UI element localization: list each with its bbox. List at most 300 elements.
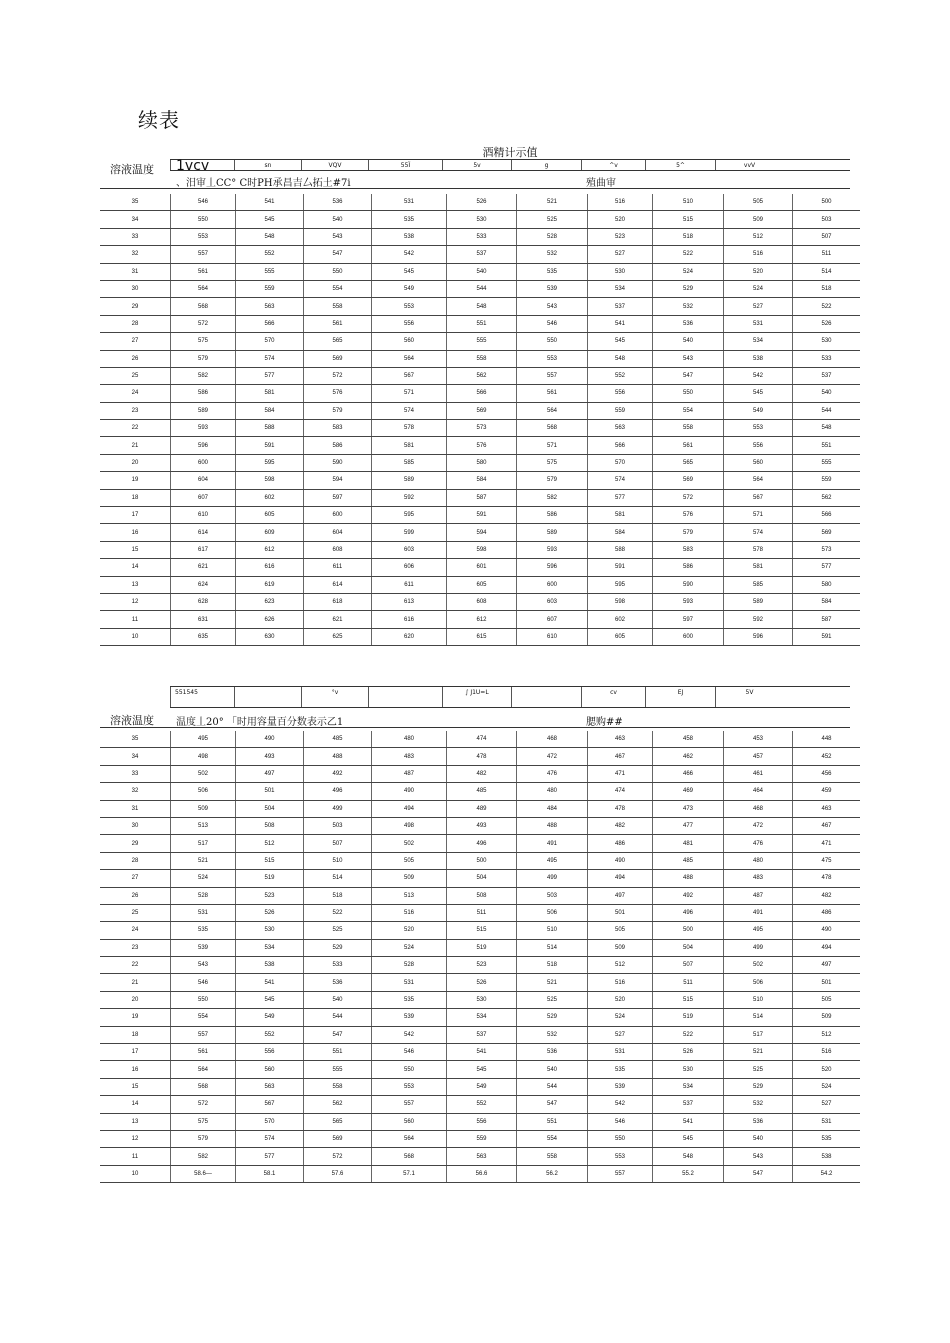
value-cell: 596 (171, 437, 236, 454)
value-cell: 563 (236, 1078, 304, 1095)
value-cell: 591 (793, 628, 861, 645)
value-cell: 485 (447, 783, 517, 800)
value-cell: 493 (236, 748, 304, 765)
value-cell: 540 (724, 1130, 793, 1147)
value-cell: 579 (171, 1130, 236, 1147)
table-1-block (100, 144, 850, 684)
temperature-cell: 18 (100, 1026, 171, 1043)
value-cell: 480 (372, 731, 447, 748)
temperature-cell: 26 (100, 350, 171, 367)
value-cell: 565 (653, 454, 724, 471)
value-cell: 58.1 (236, 1165, 304, 1182)
value-cell: 586 (304, 437, 372, 454)
value-cell: 544 (793, 402, 861, 419)
value-cell: 475 (793, 852, 861, 869)
table-row (100, 263, 860, 280)
value-cell: 584 (588, 524, 653, 541)
value-cell: 587 (793, 611, 861, 628)
value-cell: 527 (793, 1096, 861, 1113)
value-cell: 541 (236, 974, 304, 991)
value-cell: 581 (724, 559, 793, 576)
value-cell: 582 (171, 1148, 236, 1165)
value-cell: 526 (447, 974, 517, 991)
value-cell: 557 (588, 1165, 653, 1182)
temperature-cell: 12 (100, 593, 171, 610)
table-row (100, 437, 860, 454)
table-row (100, 904, 860, 921)
value-cell: 542 (372, 1026, 447, 1043)
temperature-cell: 22 (100, 957, 171, 974)
value-cell: 598 (236, 472, 304, 489)
value-cell: 504 (447, 870, 517, 887)
value-cell: 522 (653, 246, 724, 263)
table-2-caption-left: 温度丄20° 「时用容量百分数表示乙1 (176, 717, 344, 728)
header-cell: ∫ J1U=L (442, 687, 511, 707)
value-cell: 483 (724, 870, 793, 887)
value-cell: 453 (724, 731, 793, 748)
table-row (100, 367, 860, 384)
value-cell: 546 (171, 194, 236, 211)
value-cell: 586 (171, 385, 236, 402)
value-cell: 588 (588, 541, 653, 558)
value-cell: 540 (447, 263, 517, 280)
value-cell: 569 (304, 1130, 372, 1147)
value-cell: 554 (304, 280, 372, 297)
value-cell: 456 (793, 765, 861, 782)
value-cell: 522 (793, 298, 861, 315)
value-cell: 473 (653, 800, 724, 817)
header-cell: ^v (581, 160, 645, 170)
table-row (100, 507, 860, 524)
temperature-cell: 35 (100, 194, 171, 211)
value-cell: 472 (724, 817, 793, 834)
temperature-cell: 35 (100, 731, 171, 748)
value-cell: 577 (588, 489, 653, 506)
temperature-cell: 16 (100, 524, 171, 541)
value-cell: 546 (588, 1113, 653, 1130)
value-cell: 541 (588, 315, 653, 332)
value-cell: 539 (588, 1078, 653, 1095)
value-cell: 466 (653, 765, 724, 782)
value-cell: 515 (653, 991, 724, 1008)
value-cell: 557 (171, 1026, 236, 1043)
value-cell: 560 (236, 1061, 304, 1078)
value-cell: 540 (793, 385, 861, 402)
value-cell: 468 (724, 800, 793, 817)
temperature-cell: 24 (100, 922, 171, 939)
value-cell: 550 (588, 1130, 653, 1147)
value-cell: 635 (171, 628, 236, 645)
value-cell: 546 (372, 1044, 447, 1061)
table-row (100, 887, 860, 904)
table-1-header-row (170, 159, 850, 171)
value-cell: 468 (517, 731, 588, 748)
value-cell: 504 (236, 800, 304, 817)
value-cell: 577 (236, 1148, 304, 1165)
value-cell: 558 (517, 1148, 588, 1165)
value-cell: 537 (588, 298, 653, 315)
value-cell: 545 (236, 991, 304, 1008)
value-cell: 510 (724, 991, 793, 1008)
value-cell: 530 (447, 991, 517, 1008)
value-cell: 536 (724, 1113, 793, 1130)
value-cell: 497 (793, 957, 861, 974)
temperature-cell: 16 (100, 1061, 171, 1078)
value-cell: 507 (653, 957, 724, 974)
value-cell: 494 (588, 870, 653, 887)
value-cell: 472 (517, 748, 588, 765)
value-cell: 521 (517, 974, 588, 991)
temperature-cell: 28 (100, 852, 171, 869)
table-1-caption-right: 殖曲审 (586, 178, 616, 189)
table-row (100, 333, 860, 350)
value-cell: 612 (236, 541, 304, 558)
value-cell: 545 (372, 263, 447, 280)
temperature-cell: 30 (100, 280, 171, 297)
value-cell: 56.2 (517, 1165, 588, 1182)
value-cell: 505 (372, 852, 447, 869)
table-row (100, 593, 860, 610)
value-cell: 481 (653, 835, 724, 852)
header-cell: 5V (715, 687, 783, 707)
value-cell: 486 (793, 904, 861, 921)
value-cell: 464 (724, 783, 793, 800)
value-cell: 520 (793, 1061, 861, 1078)
table-row (100, 1113, 860, 1130)
value-cell: 572 (171, 1096, 236, 1113)
value-cell: 548 (236, 228, 304, 245)
value-cell: 555 (447, 333, 517, 350)
value-cell: 516 (724, 246, 793, 263)
value-cell: 609 (236, 524, 304, 541)
temperature-cell: 18 (100, 489, 171, 506)
value-cell: 518 (653, 228, 724, 245)
value-cell: 621 (171, 559, 236, 576)
value-cell: 594 (304, 472, 372, 489)
value-cell: 512 (724, 228, 793, 245)
value-cell: 524 (588, 1009, 653, 1026)
value-cell: 532 (724, 1096, 793, 1113)
value-cell: 494 (372, 800, 447, 817)
value-cell: 527 (724, 298, 793, 315)
header-cell: cv (581, 687, 645, 707)
temperature-cell: 21 (100, 974, 171, 991)
temperature-cell: 15 (100, 1078, 171, 1095)
value-cell: 56.6 (447, 1165, 517, 1182)
table-2-caption-right: 腮购## (586, 717, 623, 728)
value-cell: 630 (236, 628, 304, 645)
value-cell: 605 (588, 628, 653, 645)
value-cell: 529 (517, 1009, 588, 1026)
value-cell: 476 (517, 765, 588, 782)
value-cell: 534 (447, 1009, 517, 1026)
value-cell: 625 (304, 628, 372, 645)
value-cell: 623 (236, 593, 304, 610)
value-cell: 487 (724, 887, 793, 904)
value-cell: 563 (447, 1148, 517, 1165)
value-cell: 485 (304, 731, 372, 748)
value-cell: 588 (236, 420, 304, 437)
temperature-cell: 20 (100, 991, 171, 1008)
value-cell: 515 (447, 922, 517, 939)
value-cell: 603 (372, 541, 447, 558)
value-cell: 501 (236, 783, 304, 800)
table-row (100, 800, 860, 817)
value-cell: 555 (793, 454, 861, 471)
temperature-cell: 24 (100, 385, 171, 402)
value-cell: 550 (653, 385, 724, 402)
table-row (100, 576, 860, 593)
value-cell: 554 (171, 1009, 236, 1026)
value-cell: 553 (372, 1078, 447, 1095)
value-cell: 577 (236, 367, 304, 384)
table-2-grid (100, 731, 860, 1183)
value-cell: 501 (588, 904, 653, 921)
table-1-column-title: 酒精计示值 (482, 146, 538, 159)
value-cell: 584 (236, 402, 304, 419)
value-cell: 573 (447, 420, 517, 437)
table-2-block (100, 686, 850, 1216)
value-cell: 517 (171, 835, 236, 852)
value-cell: 480 (724, 852, 793, 869)
value-cell: 525 (517, 211, 588, 228)
value-cell: 580 (447, 454, 517, 471)
temperature-cell: 22 (100, 420, 171, 437)
value-cell: 574 (236, 350, 304, 367)
table-row (100, 472, 860, 489)
value-cell: 559 (588, 402, 653, 419)
value-cell: 505 (724, 194, 793, 211)
value-cell: 551 (793, 437, 861, 454)
value-cell: 521 (724, 1044, 793, 1061)
value-cell: 560 (372, 1113, 447, 1130)
value-cell: 586 (653, 559, 724, 576)
value-cell: 513 (372, 887, 447, 904)
table-row (100, 246, 860, 263)
header-cell: sn (234, 160, 301, 170)
value-cell: 535 (171, 922, 236, 939)
value-cell: 502 (171, 765, 236, 782)
value-cell: 543 (724, 1148, 793, 1165)
value-cell: 551 (304, 1044, 372, 1061)
temperature-cell: 20 (100, 454, 171, 471)
value-cell: 496 (653, 904, 724, 921)
value-cell: 530 (793, 333, 861, 350)
value-cell: 534 (653, 1078, 724, 1095)
value-cell: 532 (653, 298, 724, 315)
value-cell: 554 (517, 1130, 588, 1147)
value-cell: 572 (304, 1148, 372, 1165)
value-cell: 589 (171, 402, 236, 419)
value-cell: 471 (588, 765, 653, 782)
value-cell: 517 (724, 1026, 793, 1043)
value-cell: 500 (793, 194, 861, 211)
table-row (100, 454, 860, 471)
value-cell: 463 (793, 800, 861, 817)
value-cell: 545 (724, 385, 793, 402)
value-cell: 597 (653, 611, 724, 628)
value-cell: 571 (372, 385, 447, 402)
header-cell: VQV (301, 160, 368, 170)
value-cell: 556 (724, 437, 793, 454)
header-cell: 5v (442, 160, 511, 170)
value-cell: 461 (724, 765, 793, 782)
value-cell: 579 (304, 402, 372, 419)
temperature-cell: 29 (100, 298, 171, 315)
value-cell: 502 (724, 957, 793, 974)
page-heading: 续表 (138, 108, 180, 132)
table-row (100, 420, 860, 437)
value-cell: 514 (724, 1009, 793, 1026)
temperature-cell: 23 (100, 939, 171, 956)
table-row (100, 402, 860, 419)
value-cell: 505 (793, 991, 861, 1008)
value-cell: 492 (653, 887, 724, 904)
value-cell: 509 (793, 1009, 861, 1026)
value-cell: 503 (304, 817, 372, 834)
value-cell: 525 (517, 991, 588, 1008)
value-cell: 583 (304, 420, 372, 437)
value-cell: 538 (793, 1148, 861, 1165)
value-cell: 582 (517, 489, 588, 506)
value-cell: 563 (588, 420, 653, 437)
value-cell: 568 (171, 1078, 236, 1095)
table-2-row-header: 溶液温度 (110, 714, 154, 727)
value-cell: 544 (517, 1078, 588, 1095)
value-cell: 585 (724, 576, 793, 593)
value-cell: 533 (447, 228, 517, 245)
value-cell: 560 (372, 333, 447, 350)
value-cell: 516 (588, 194, 653, 211)
value-cell: 525 (724, 1061, 793, 1078)
temperature-cell: 17 (100, 1044, 171, 1061)
value-cell: 564 (171, 280, 236, 297)
value-cell: 610 (171, 507, 236, 524)
value-cell: 591 (447, 507, 517, 524)
value-cell: 560 (724, 454, 793, 471)
value-cell: 514 (793, 263, 861, 280)
table-1-big-label: 1vcv (176, 158, 210, 174)
value-cell: 570 (588, 454, 653, 471)
value-cell: 503 (793, 211, 861, 228)
header-cell: 55Ï (368, 160, 442, 170)
value-cell: 566 (793, 507, 861, 524)
value-cell: 619 (236, 576, 304, 593)
value-cell: 570 (236, 333, 304, 350)
value-cell: 486 (588, 835, 653, 852)
value-cell: 608 (447, 593, 517, 610)
value-cell: 602 (236, 489, 304, 506)
value-cell: 573 (793, 541, 861, 558)
value-cell: 579 (171, 350, 236, 367)
table-row (100, 628, 860, 645)
table-row (100, 870, 860, 887)
table-1-rule (100, 188, 850, 189)
value-cell: 546 (517, 315, 588, 332)
value-cell: 497 (236, 765, 304, 782)
value-cell: 511 (447, 904, 517, 921)
value-cell: 590 (304, 454, 372, 471)
value-cell: 529 (304, 939, 372, 956)
value-cell: 478 (588, 800, 653, 817)
value-cell: 571 (724, 507, 793, 524)
value-cell: 581 (372, 437, 447, 454)
value-cell: 591 (588, 559, 653, 576)
value-cell: 536 (517, 1044, 588, 1061)
value-cell: 576 (653, 507, 724, 524)
value-cell: 553 (517, 350, 588, 367)
value-cell: 482 (793, 887, 861, 904)
value-cell: 543 (517, 298, 588, 315)
value-cell: 553 (724, 420, 793, 437)
value-cell: 595 (588, 576, 653, 593)
temperature-cell: 19 (100, 1009, 171, 1026)
value-cell: 537 (447, 246, 517, 263)
value-cell: 574 (372, 402, 447, 419)
value-cell: 607 (517, 611, 588, 628)
value-cell: 536 (653, 315, 724, 332)
value-cell: 552 (588, 367, 653, 384)
value-cell: 490 (236, 731, 304, 748)
value-cell: 540 (517, 1061, 588, 1078)
value-cell: 528 (372, 957, 447, 974)
value-cell: 520 (372, 922, 447, 939)
value-cell: 611 (304, 559, 372, 576)
value-cell: 611 (372, 576, 447, 593)
value-cell: 576 (447, 437, 517, 454)
table-row (100, 1078, 860, 1095)
table-row (100, 974, 860, 991)
value-cell: 504 (653, 939, 724, 956)
value-cell: 448 (793, 731, 861, 748)
table-row (100, 1148, 860, 1165)
value-cell: 572 (171, 315, 236, 332)
value-cell: 548 (588, 350, 653, 367)
value-cell: 54.2 (793, 1165, 861, 1182)
value-cell: 503 (517, 887, 588, 904)
value-cell: 550 (304, 263, 372, 280)
value-cell: 535 (372, 991, 447, 1008)
value-cell: 566 (588, 437, 653, 454)
value-cell: 547 (724, 1165, 793, 1182)
value-cell: 506 (517, 904, 588, 921)
table-row (100, 922, 860, 939)
value-cell: 505 (588, 922, 653, 939)
table-row (100, 1009, 860, 1026)
value-cell: 524 (724, 280, 793, 297)
value-cell: 531 (372, 194, 447, 211)
value-cell: 510 (517, 922, 588, 939)
value-cell: 556 (236, 1044, 304, 1061)
table-row (100, 350, 860, 367)
value-cell: 604 (304, 524, 372, 541)
table-row (100, 991, 860, 1008)
table-row (100, 559, 860, 576)
value-cell: 534 (724, 333, 793, 350)
value-cell: 548 (653, 1148, 724, 1165)
value-cell: 513 (171, 817, 236, 834)
value-cell: 531 (171, 904, 236, 921)
value-cell: 498 (372, 817, 447, 834)
value-cell: 567 (372, 367, 447, 384)
value-cell: 491 (724, 904, 793, 921)
value-cell: 621 (304, 611, 372, 628)
value-cell: 541 (653, 1113, 724, 1130)
value-cell: 575 (171, 1113, 236, 1130)
value-cell: 626 (236, 611, 304, 628)
value-cell: 599 (372, 524, 447, 541)
value-cell: 590 (653, 576, 724, 593)
